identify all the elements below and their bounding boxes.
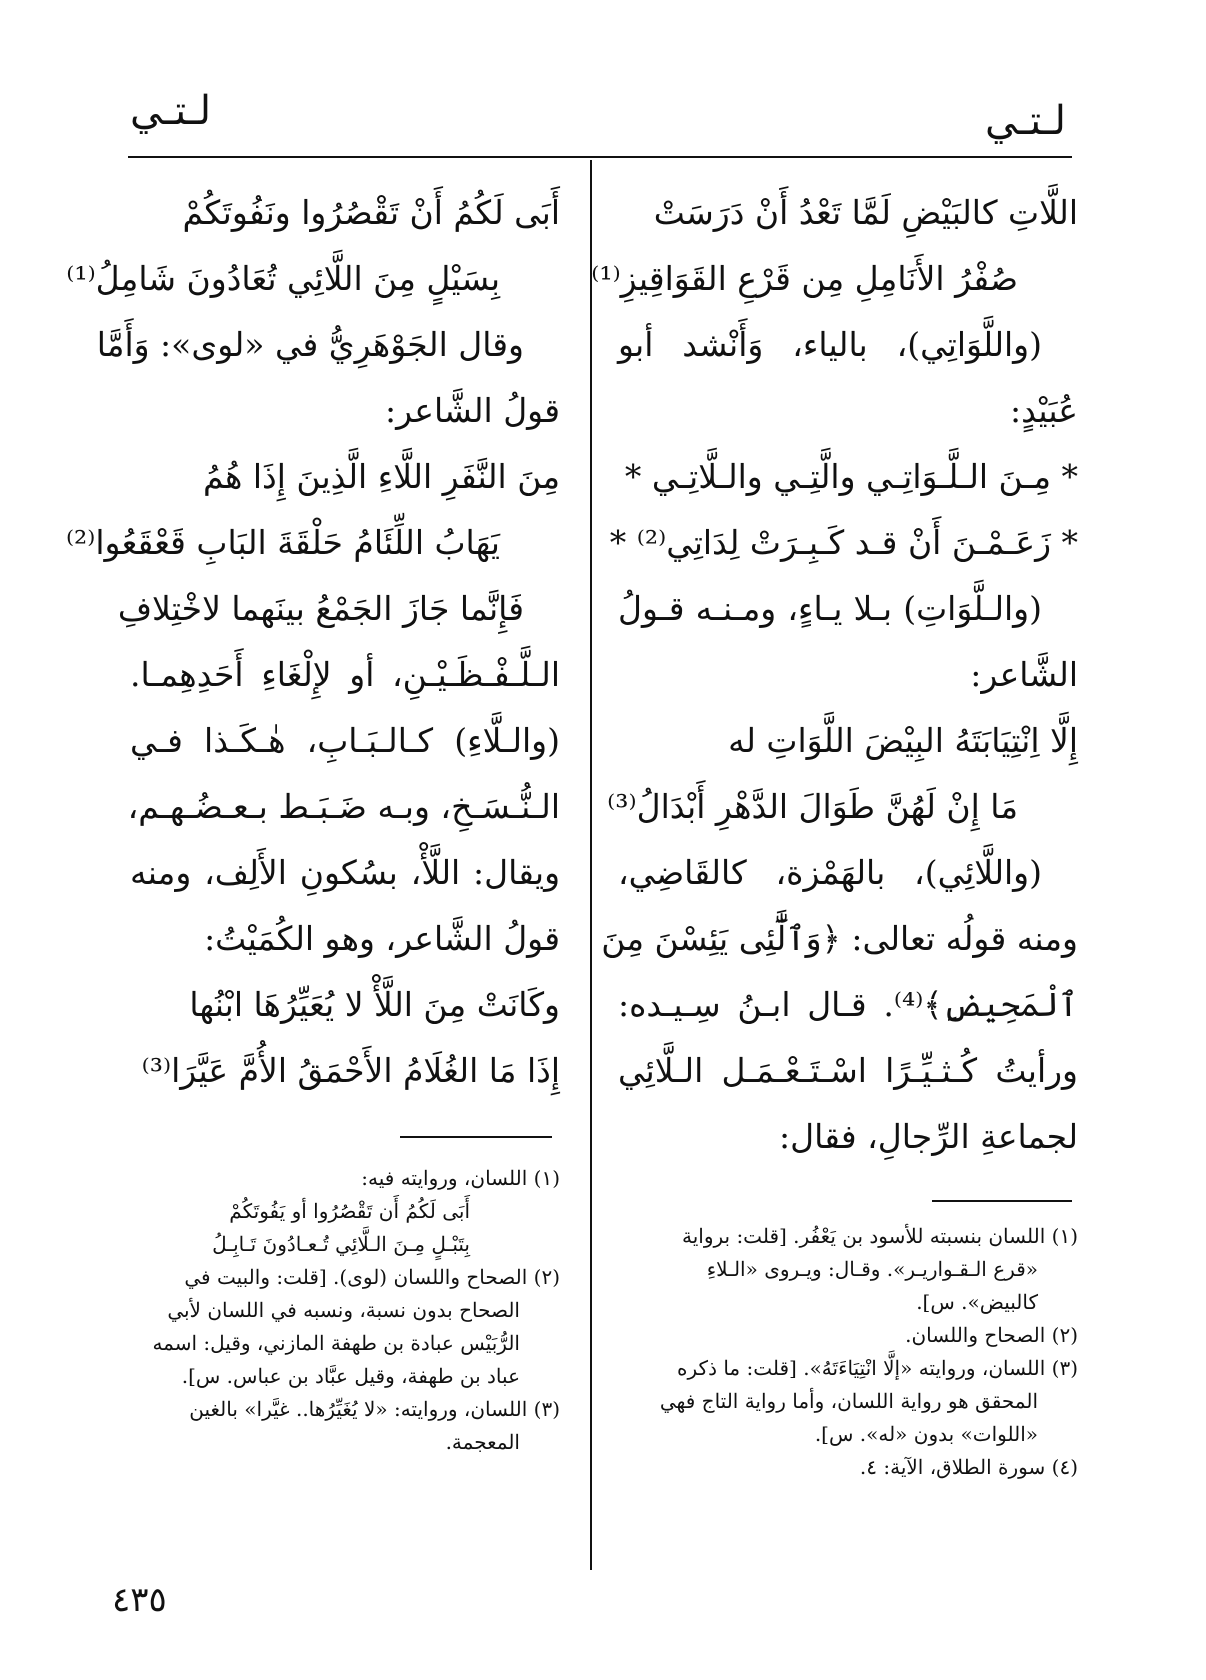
text-line: الـلَّـفْـظَـيْـنِ، أو لإِلْغَاءِ أَحَدِهِمـا.	[130, 655, 560, 694]
footnote-line: (٤) سورة الطلاق، الآية: ٤.	[859, 1455, 1078, 1479]
text-line: (واللَّائِي)، بالهَمْزة، كالقَاضِي،	[618, 853, 1042, 892]
footnote-line: (٣) اللسان، وروايته «إلَّا انْتِيَاءَتَهُ». [قلت: ما ذكره	[677, 1356, 1078, 1380]
footnote-line: أَبَى لَكُمُ أَن تَقْصُرُوا أو يَفُوتَكُمْ	[229, 1199, 470, 1223]
right-column	[591, 180, 1078, 1170]
text-line: ومنه قولُه تعالى: ﴿وَٱلَّٰٓئِى يَئِسْنَ مِنَ	[601, 919, 1078, 958]
footnote-line: «قرع الـقـواريـر». وقـال: ويـروى «الـلاءِ	[706, 1257, 1038, 1281]
verse-line: * مِـنَ الـلَّـوَاتِـي والَّتِـي والـلَّاتِـي *	[624, 457, 1078, 496]
footnotes-left	[130, 1162, 560, 1459]
footnote-line: بِتَبْـلٍ مِـنَ الـلَّائِي تُـعـادُونَ تَـابِـلُ	[212, 1232, 470, 1256]
footnote-line: (١) اللسان، وروايته فيه:	[361, 1166, 560, 1190]
text-line: قولُ الشَّاعر:	[384, 391, 560, 430]
footnote-line: (٢) الصحاح واللسان.	[905, 1323, 1078, 1347]
footnote-line: الصحاح بدون نسبة، ونسبه في اللسان لأبي	[167, 1298, 520, 1322]
text-line: قولُ الشَّاعر، وهو الكُمَيْتُ:	[204, 919, 560, 958]
running-header-right: لـتـي	[984, 98, 1066, 144]
verse-line: يَهَابُ اللِّئَامُ حَلْقَةَ البَابِ قَعْقَعُوا⁽²⁾	[65, 523, 500, 562]
verse-line: أَبَى لَكُمُ أَنْ تَقْصُرُوا ونَفُوتَكُمْ	[182, 193, 560, 232]
header-rule	[128, 156, 1072, 158]
running-header-left: لـتـي	[130, 88, 212, 134]
footnote-line: (٢) الصحاح واللسان (لوى). [قلت: والبيت في	[184, 1265, 560, 1289]
verse-line: وكَانَتْ مِنَ اللَّأْ لا يُعَيِّرُهَا ابْنُها	[189, 985, 560, 1024]
verse-line: إِلَّا اِنْتِيَابَتَهُ البِيْضَ اللَّوَاتِ له	[728, 721, 1078, 760]
footnote-line: المعجمة.	[445, 1430, 520, 1454]
footnote-line: المحقق هو رواية اللسان، وأما رواية التاج فهي	[659, 1389, 1038, 1413]
text-line: ورأيتُ كُـثـيِّـرًا اسْـتَـعْـمَـل الـلَّائِي	[618, 1051, 1078, 1090]
text-line: (والـلَّاءِ) كـالـبَـابِ، هٰـكَـذا فـي	[130, 721, 560, 760]
verse-line: إِذَا مَا الغُلَامُ الأَحْمَقُ الأُمَّ عَيَّرَا⁽³⁾	[141, 1051, 560, 1090]
verse-line: اللَّاتِ كالبَيْضِ لَمَّا تَعْدُ أَنْ دَرَسَتْ	[653, 193, 1078, 232]
text-line: ويقال: اللَّأْ، بسُكونِ الأَلِف، ومنه	[130, 853, 560, 892]
footnote-line: الرُّبَيْس عبادة بن طهفة المازني، وقيل: اسمه	[152, 1331, 520, 1355]
verse-line: مِنَ النَّفَرِ اللَّاءِ الَّذِينَ إِذَا هُمُ	[202, 457, 560, 496]
footnotes-right	[618, 1220, 1078, 1484]
footnote-line: (١) اللسان بنسبته للأسود بن يَعْفُر. [قلت: برواية	[681, 1224, 1078, 1248]
verse-line: * زَعَـمْـنَ أَنْ قـد كَـبِـرَتْ لِدَاتِي⁽²⁾ *	[609, 523, 1078, 562]
text-line: عُبَيْدٍ:	[1009, 391, 1078, 430]
text-line: لجماعةِ الرِّجالِ، فقال:	[779, 1117, 1078, 1156]
verse-line: بِسَيْلٍ مِنَ اللَّائِي تُعَادُونَ شَامِلُ⁽¹⁾	[66, 259, 500, 298]
text-line: فَإِنَّما جَازَ الجَمْعُ بينَهما لاخْتِلافِ	[117, 589, 524, 628]
footnote-rule-left	[400, 1136, 552, 1138]
column-divider	[590, 160, 592, 1570]
footnote-line: كالبيض». س].	[916, 1290, 1038, 1314]
text-line: الشَّاعر:	[970, 655, 1078, 694]
text-line: (واللَّوَاتِي)، بالياء، وَأَنْشد أبو	[618, 325, 1042, 364]
left-column	[65, 180, 560, 1104]
footnote-rule-right	[932, 1200, 1072, 1202]
footnote-line: (٣) اللسان، وروايته: «لا يُغَيِّرُها.. غيَّرا» بالغين	[189, 1397, 560, 1421]
footnote-line: عباد بن طهفة، وقيل عبَّاد بن عباس. س].	[181, 1364, 520, 1388]
text-line: ٱلْمَحِيضِ﴾⁽⁴⁾. قـال ابـنُ سِـيـده:	[618, 985, 1078, 1024]
footnote-line: «اللوات» بدون «له». س].	[814, 1422, 1038, 1446]
page-number: ٤٣٥	[112, 1580, 167, 1620]
text-line: وقال الجَوْهَرِيُّ في «لوى»: وَأَمَّا	[96, 325, 524, 364]
text-line: الـنُّـسَـخِ، وبـه ضَـبَـط بـعـضُـهـم،	[127, 787, 560, 826]
verse-line: صُفْرُ الأَنَامِلِ مِن قَرْعِ القَوَاقِيزِ⁽¹⁾	[591, 259, 1018, 298]
text-line: (والـلَّوَاتِ) بـلا يـاءٍ، ومـنـه قـولُ	[618, 589, 1042, 628]
verse-line: مَا إِنْ لَهُنَّ طَوَالَ الدَّهْرِ أَبْدَالُ⁽³⁾	[607, 787, 1018, 826]
